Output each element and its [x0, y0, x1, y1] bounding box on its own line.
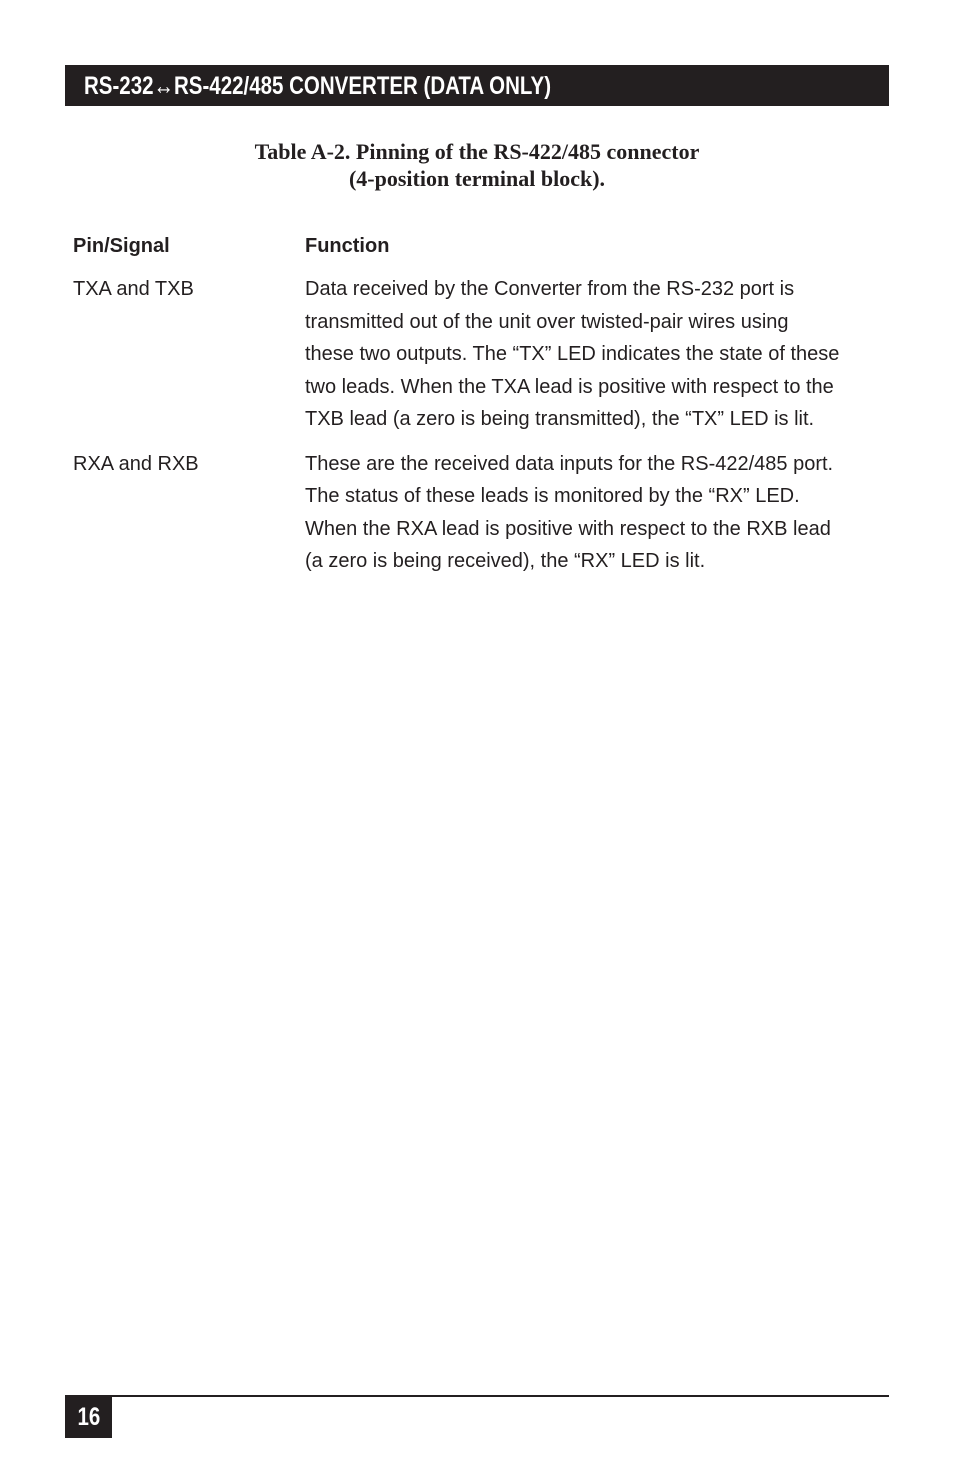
header-bar	[65, 65, 889, 106]
table-caption-line: Table A-2. Pinning of the RS-422/485 connector	[254, 139, 700, 164]
function-text-line: The status of these leads is monitored by the “RX” LED.	[305, 485, 800, 507]
page-number: 16	[77, 1403, 100, 1431]
table-caption-line: (4-position terminal block).	[348, 166, 606, 191]
function-text-line: TXB lead (a zero is being transmitted), the “TX” LED is lit.	[305, 408, 815, 430]
column-header-function: Function	[305, 235, 390, 257]
pin-signal-cell: RXA and RXB	[73, 452, 199, 475]
function-text-line: these two outputs. The “TX” LED indicates the state of these	[305, 343, 840, 365]
pin-signal-cell: TXA and TXB	[73, 278, 194, 300]
table-caption	[0, 138, 954, 192]
function-cell	[305, 273, 893, 436]
function-text-line: (a zero is being received), the “RX” LED is lit.	[305, 550, 706, 572]
function-text-line: transmitted out of the unit over twisted-pair wires using	[305, 310, 789, 333]
footer-divider	[65, 1395, 889, 1397]
column-header-pin-signal: Pin/Signal	[73, 235, 170, 257]
function-text-line: Data received by the Converter from the RS-232 port is	[305, 278, 795, 300]
table-row	[73, 273, 893, 436]
pinning-table	[73, 232, 893, 590]
function-text-line: When the RXA lead is positive with respect to the RXB lead	[305, 517, 831, 540]
page-header-title: RS-232↔RS-422/485 CONVERTER (DATA ONLY)	[84, 72, 552, 100]
table-row	[73, 448, 893, 578]
function-text-line: two leads. When the TXA lead is positive with respect to the	[305, 375, 834, 398]
table-header-row	[73, 232, 893, 260]
function-text-line: These are the received data inputs for the RS-422/485 port.	[305, 452, 834, 475]
function-cell	[305, 448, 893, 578]
page-number-box	[65, 1397, 112, 1438]
